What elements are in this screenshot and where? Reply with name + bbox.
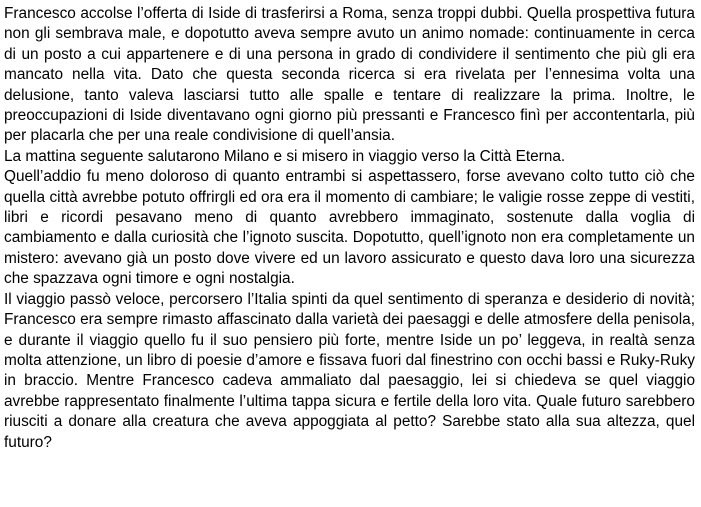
paragraph: Quell’addio fu meno doloroso di quanto entrambi si aspettassero, forse avevano colto tutto ciò che quella città avrebbe potuto offrirgli ed ora era il momento di cambiare; le valigie rosse zeppe di vestiti, libri e ricordi pesavano meno di quanto avrebbero immaginato, sostenute dalla voglia di cambiamento e dalla curiosità che l’ignoto suscita. Dopotutto, quell’ignoto non era completamente un mistero: avevano già un posto dove vivere ed un lavoro assicurato e questo dava loro una sicurezza che spazzava ogni timore e ogni nostalgia. [4,168,695,288]
paragraph: Il viaggio passò veloce, percorsero l’Italia spinti da quel sentimento di speranza e desiderio di novità; Francesco era sempre rimasto affascinato dalla varietà dei paesaggi e delle atmosfere della penisola, e durante il viaggio quello fu il suo pensiero più forte, mentre Iside un po’ leggeva, in realtà senza molta attenzione, un libro di poesie d’amore e fissava fuori dal finestrino con occhi bassi e Ruky-Ruky in braccio. Mentre Francesco cadeva ammaliato dal paesaggio, lei si chiedeva se quel viaggio avrebbe rappresentato finalmente l’ultima tappa sicura e fertile della loro vita. Quale futuro sarebbero riusciti a donare alla creatura che aveva appoggiata al petto? Sarebbe stato alla sua altezza, quel futuro? [4,290,695,451]
paragraph: La mattina seguente salutarono Milano e si misero in viaggio verso la Città Eterna. [4,147,566,165]
paragraph: Francesco accolse l’offerta di Iside di trasferirsi a Roma, senza troppi dubbi. Quella prospettiva futura non gli sembrava male, e dopotutto aveva sempre avuto un animo nomade: continuamente in cerca di un posto a cui appartenere e di una persona in grado di condividere il sentimento che più gli era mancato nella vita. Dato che questa seconda ricerca si era rivelata per l’ennesima volta una delusione, tanto valeva lasciarsi tutto alle spalle e tentare di realizzare la prima. Inoltre, le preoccupazioni di Iside diventavano ogni giorno più pressanti e Francesco finì per accontentarla, più per placarla che per una reale condivisione di quell’ansia. [4,5,695,145]
